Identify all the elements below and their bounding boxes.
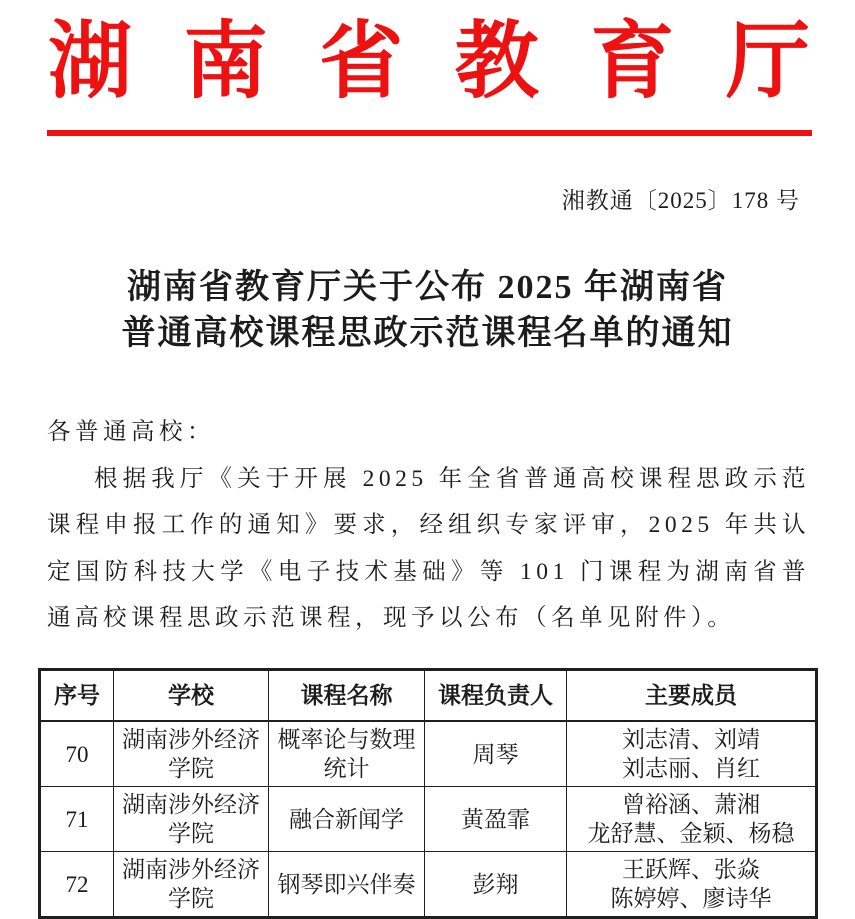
cell-no: 71	[40, 787, 114, 852]
table-header-row	[40, 669, 817, 721]
document-body	[0, 409, 855, 642]
table-row	[40, 721, 817, 787]
cell-leader: 彭翔	[425, 852, 567, 918]
table-row	[40, 852, 817, 918]
header-members: 主要成员	[567, 669, 817, 721]
header-no: 序号	[40, 669, 114, 721]
body-paragraph: 根据我厅《关于开展 2025 年全省普通高校课程思政示范课程申报工作的通知》要求，经组织专家评审，2025 年共认定国防科技大学《电子技术基础》等 101 门课程为湖南省普通高校课程思政示范课程，现予以公布（名单见附件）。	[47, 465, 810, 632]
courses-table	[38, 668, 818, 919]
members-line: 曾裕涵、萧湘	[622, 792, 760, 818]
cell-no: 72	[40, 852, 114, 918]
cell-leader: 周琴	[425, 721, 567, 787]
cell-no: 70	[40, 721, 114, 787]
agency-masthead: 湖南省教育厅	[48, 16, 810, 109]
members-line: 王跃辉、张焱	[622, 857, 760, 883]
cell-school: 湖南涉外经济学院	[114, 787, 269, 852]
cell-course: 融合新闻学	[269, 787, 425, 852]
masthead-rule	[47, 130, 812, 136]
cell-members	[567, 721, 817, 787]
members-line: 龙舒慧、金颖、杨稳	[587, 821, 795, 847]
members-line: 刘志丽、肖红	[622, 756, 760, 782]
header-school: 学校	[114, 669, 269, 721]
cell-course: 钢琴即兴伴奏	[269, 852, 425, 918]
cell-leader: 黄盈霏	[425, 787, 567, 852]
salutation: 各普通高校：	[47, 419, 215, 446]
table-row	[40, 787, 817, 852]
courses-table-wrap	[38, 668, 818, 919]
document-page	[0, 16, 855, 915]
cell-school: 湖南涉外经济学院	[114, 721, 269, 787]
document-title-line-2: 普通高校课程思政示范课程名单的通知	[121, 315, 734, 353]
members-line: 陈婷婷、廖诗华	[610, 886, 772, 912]
cell-school: 湖南涉外经济学院	[114, 852, 269, 918]
cell-members	[567, 787, 817, 852]
document-title-line-1: 湖南省教育厅关于公布 2025 年湖南省	[127, 269, 728, 307]
cell-course: 概率论与数理统计	[269, 721, 425, 787]
document-title	[0, 265, 855, 357]
header-course: 课程名称	[269, 669, 425, 721]
document-number: 湘教通〔2025〕178 号	[561, 188, 800, 214]
members-line: 刘志清、刘靖	[622, 727, 760, 753]
cell-members	[567, 852, 817, 918]
header-leader: 课程负责人	[425, 669, 567, 721]
